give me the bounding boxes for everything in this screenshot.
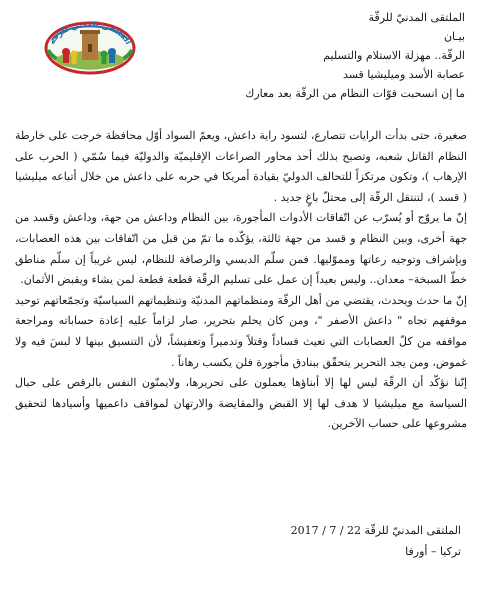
paragraph-2: إنّ ما يروّج أو يُسرّب عن اتّفاقات الأدوات المأجورة، بين النظام وداعش من جهة، وداعش وقسد من جهة أخرى، وبين النظام و قسد من جهة ثالثة، يؤكّده ما تمّ من قبل من اتّفاقات بين هذه العصابات، وبإشراف وتوجيه رعاتها ومموّليها. فمن سلّم الدبسي والرصافة للنظام، ليس غريباً إن سلّم مناطق خطّ السبخة– معدان.. وليس بعيداً إن عمل على تسليم الرقّة قطعة قطعة لمن يشاء ويقبض الأثمان. bbox=[15, 211, 467, 287]
paragraph-4: إنّنا نؤكّد أن الرقّة ليس لها إلا أبناؤها يعملون على تحريرها، ولايمنّون النفس بالرقص على حبال السياسة مع ميليشيا لا هدف لها إلا القبض والمقايضة والارتهان لمواقف داعميها وأسيادها لتحقيق مشروعها على حساب الآخرين. bbox=[15, 376, 467, 431]
paragraph-3: إنّ ما حدث ويحدث، يقتضي من أهل الرقّة ومنظماتهم المدنيّة وتنظيماتهم السياسيّة وتجمّعاتهم توحيد موقفهم تجاه " داعش الأصفر "، ومن كان يحلم بتحرير، صار لزاماً عليه إعادة حساباته ومراجعة مواقفه من كلّ العصابات التي تعيث فساداً وقتلاً وتدميراً وتعفيشاً، لأن التنسيق بينها لا لبسَ فيه ولا غموض، ومن يجد التحرير يتحقّق ببنادق مأجورة فلن يكسب رهاناً . bbox=[15, 293, 467, 369]
logo-arc-text: الملتقى المدني للرقة bbox=[47, 20, 133, 46]
signature-date: الملتقى المدنيّ للرقّة 22 / 7 / 2017 bbox=[290, 524, 461, 537]
statement-subtitle: عصابة الأسد وميليشيا قسد bbox=[342, 68, 465, 81]
statement-opening-line: ما إن انسحبت قوّات النظام من الرقّة بعد معارك bbox=[245, 87, 465, 100]
org-name: الملتقى المدنيّ للرقّة bbox=[368, 11, 465, 24]
logo-emblem-icon bbox=[42, 14, 138, 76]
doc-type: بيـان bbox=[443, 30, 465, 43]
statement-footer bbox=[161, 520, 461, 562]
statement-header bbox=[165, 8, 465, 103]
signature-location: تركيا – أورفا bbox=[405, 545, 461, 558]
paragraph-1: صغيرة، حتى بدأت الرايات تتصارع، لتسود راية داعش، ويعمّ السواد أوّل محافظة خرجت على خارطة النظام القاتل شعبه، وتصبح بذلك أحد محاور الصراعات الإقليميّة والدوليّة فيما سُمّي ( الحرب على الإرهاب )، وتكون مرتكزاً للتحالف الدوليّ بقيادة أمريكا في حربه على داعش من خلال أتباعه ميليشيا ( قسد )، لتنتقل الرقّة إلى محتلّ باغٍ جديد . bbox=[15, 129, 467, 204]
org-logo bbox=[42, 14, 138, 76]
statement-body bbox=[15, 126, 467, 435]
statement-title: الرقّة.. مهزلة الاستلام والتسليم bbox=[323, 49, 465, 62]
